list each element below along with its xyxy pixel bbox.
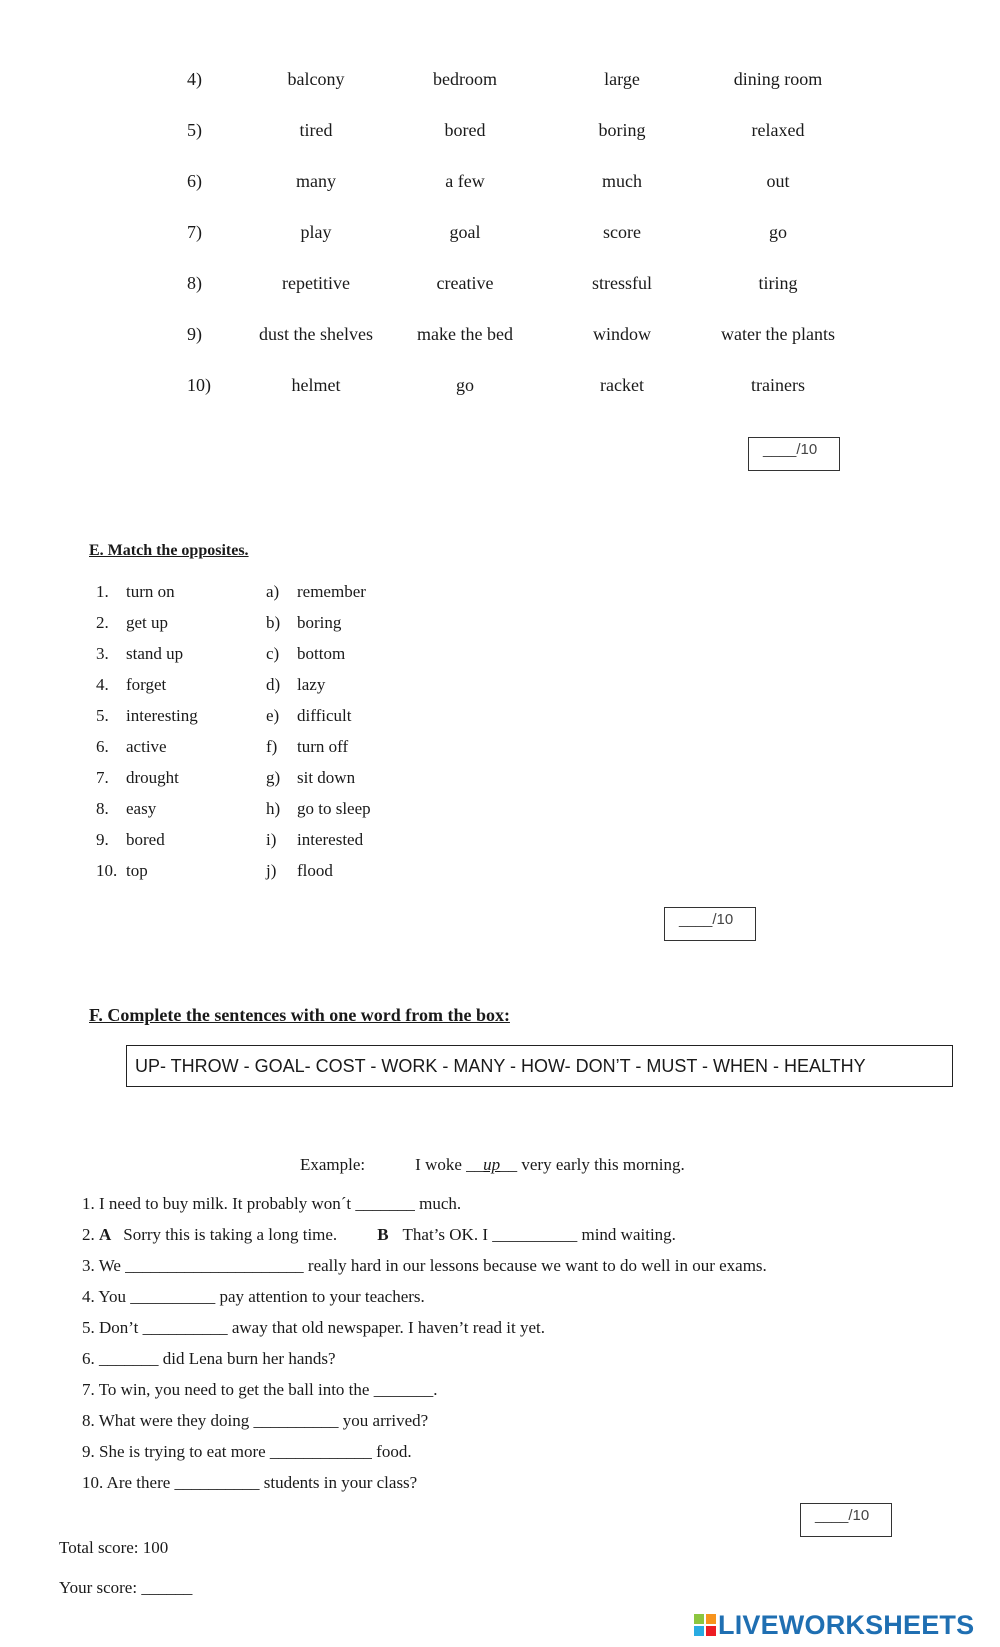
section-d-score: ____/10 <box>763 441 818 458</box>
word-option: many <box>296 171 336 191</box>
sentence-text: 4. You __________ pay attention to your teachers. <box>82 1287 425 1306</box>
total-score: Total score: 100 <box>59 1538 169 1557</box>
sentence-text: 6. _______ did Lena burn her hands? <box>82 1349 336 1368</box>
left-number: 9. <box>96 830 109 849</box>
sentence-line <box>82 1256 767 1276</box>
word-row <box>0 324 1000 348</box>
logo-text: LIVEWORKSHEETS <box>718 1610 975 1640</box>
right-letter: e) <box>266 706 280 725</box>
row-number: 4) <box>187 69 202 89</box>
left-number: 4. <box>96 675 109 694</box>
sentence-text: 2. <box>82 1225 99 1244</box>
section-d-score-box <box>748 437 840 471</box>
word-option: stressful <box>592 273 652 293</box>
word-row <box>0 375 1000 399</box>
liveworksheets-logo <box>694 1610 974 1640</box>
row-number: 9) <box>187 324 202 344</box>
left-number: 7. <box>96 768 109 787</box>
word-option: dining room <box>733 69 823 89</box>
word-option: make the bed <box>417 324 513 344</box>
right-word: sit down <box>297 768 356 787</box>
section-e-score-box <box>664 907 756 941</box>
liveworksheets-logo-icon <box>694 1614 716 1636</box>
left-word: stand up <box>126 644 184 663</box>
word-row <box>0 222 1000 246</box>
left-word: get up <box>126 613 169 632</box>
example-answer: up <box>483 1155 501 1174</box>
right-letter: i) <box>266 830 277 849</box>
example-after: __ very early this morning. <box>500 1155 685 1174</box>
sentence-line <box>82 1287 425 1307</box>
left-word: turn on <box>126 582 175 601</box>
section-e-score: ____/10 <box>679 911 734 928</box>
sentence-text: 8. What were they doing __________ you arrived? <box>82 1411 429 1430</box>
word-row <box>0 120 1000 144</box>
dialogue-a-label: A <box>99 1225 112 1244</box>
row-number: 7) <box>187 222 202 242</box>
right-letter: c) <box>266 644 280 663</box>
row-number: 10) <box>187 375 211 395</box>
word-option: bedroom <box>433 69 497 89</box>
section-f-score-box <box>800 1503 892 1537</box>
right-letter: g) <box>266 768 281 787</box>
word-option: goal <box>449 222 481 242</box>
left-number: 8. <box>96 799 109 818</box>
sentence-text: 3. We _____________________ really hard in our lessons because we want to do well in our exams. <box>82 1256 767 1275</box>
word-option: window <box>593 324 651 344</box>
section-e-title: E. Match the opposites. <box>89 542 249 559</box>
right-letter: b) <box>266 613 281 632</box>
word-option: dust the shelves <box>259 324 373 344</box>
your-score: Your score: ______ <box>59 1578 193 1597</box>
word-option: helmet <box>291 375 341 395</box>
word-option: a few <box>445 171 485 191</box>
word-bank-text: UP- THROW - GOAL- COST - WORK - MANY - HOW- DON’T - MUST - WHEN - HEALTHY <box>135 1056 866 1076</box>
left-number: 3. <box>96 644 109 663</box>
sentence-line <box>82 1411 428 1431</box>
row-number: 6) <box>187 171 202 191</box>
example-line <box>300 1155 685 1175</box>
dialogue-b-label: B <box>377 1225 389 1244</box>
right-word: difficult <box>297 706 352 725</box>
word-option: water the plants <box>721 324 835 344</box>
word-option: relaxed <box>751 120 805 140</box>
example-before: I woke __ <box>415 1155 484 1174</box>
word-option: score <box>603 222 641 242</box>
right-word: turn off <box>297 737 349 756</box>
word-option: go <box>769 222 787 242</box>
word-option: trainers <box>751 375 805 395</box>
word-row <box>0 171 1000 195</box>
right-word: flood <box>297 861 333 880</box>
sentence-line <box>82 1473 417 1493</box>
row-number: 5) <box>187 120 202 140</box>
right-letter: h) <box>266 799 281 818</box>
example-label: Example: <box>300 1155 366 1174</box>
word-row <box>0 69 1000 93</box>
word-option: tired <box>299 120 333 140</box>
sentence-text: 5. Don’t __________ away that old newspaper. I haven’t read it yet. <box>82 1318 545 1337</box>
left-number: 2. <box>96 613 109 632</box>
right-letter: d) <box>266 675 281 694</box>
left-word: drought <box>126 768 179 787</box>
sentence-line <box>82 1349 336 1369</box>
word-option: go <box>456 375 474 395</box>
right-word: remember <box>297 582 366 601</box>
sentence-text: 7. To win, you need to get the ball into the _______. <box>82 1380 438 1399</box>
sentence-text: 9. She is trying to eat more ____________ food. <box>82 1442 412 1461</box>
right-letter: j) <box>266 861 277 880</box>
sentence-text: 1. I need to buy milk. It probably won´t _______ much. <box>82 1194 462 1213</box>
right-word: lazy <box>297 675 326 694</box>
word-option: out <box>766 171 790 191</box>
left-word: forget <box>126 675 167 694</box>
left-word: bored <box>126 830 165 849</box>
sentence-line <box>82 1442 412 1462</box>
word-option: repetitive <box>282 273 350 293</box>
right-word: interested <box>297 830 364 849</box>
word-option: creative <box>436 273 494 293</box>
section-f-score: ____/10 <box>815 1507 870 1524</box>
sentence-text: 10. Are there __________ students in your class? <box>82 1473 418 1492</box>
word-option: much <box>602 171 642 191</box>
right-word: go to sleep <box>297 799 371 818</box>
right-letter: f) <box>266 737 278 756</box>
word-option: tiring <box>758 273 798 293</box>
left-word: easy <box>126 799 157 818</box>
word-option: bored <box>444 120 486 140</box>
word-option: play <box>300 222 332 242</box>
dialogue-b-text: That’s OK. I __________ mind waiting. <box>402 1225 676 1244</box>
left-number: 6. <box>96 737 109 756</box>
section-f-title: F. Complete the sentences with one word from the box: <box>89 1005 510 1025</box>
sentence-line <box>82 1318 545 1338</box>
word-option: racket <box>600 375 644 395</box>
row-number: 8) <box>187 273 202 293</box>
left-number: 10. <box>96 861 118 880</box>
sentence-line <box>82 1225 676 1245</box>
left-number: 5. <box>96 706 109 725</box>
word-bank-box <box>126 1045 953 1087</box>
sentence-line <box>82 1194 461 1214</box>
left-word: top <box>126 861 148 880</box>
right-word: bottom <box>297 644 346 663</box>
sentence-line <box>82 1380 437 1400</box>
left-word: active <box>126 737 167 756</box>
word-option: large <box>604 69 640 89</box>
right-word: boring <box>297 613 342 632</box>
word-option: balcony <box>287 69 345 89</box>
left-number: 1. <box>96 582 109 601</box>
dialogue-a-text: Sorry this is taking a long time. <box>123 1225 338 1244</box>
word-row <box>0 273 1000 297</box>
left-word: interesting <box>126 706 198 725</box>
word-option: boring <box>598 120 646 140</box>
right-letter: a) <box>266 582 280 601</box>
